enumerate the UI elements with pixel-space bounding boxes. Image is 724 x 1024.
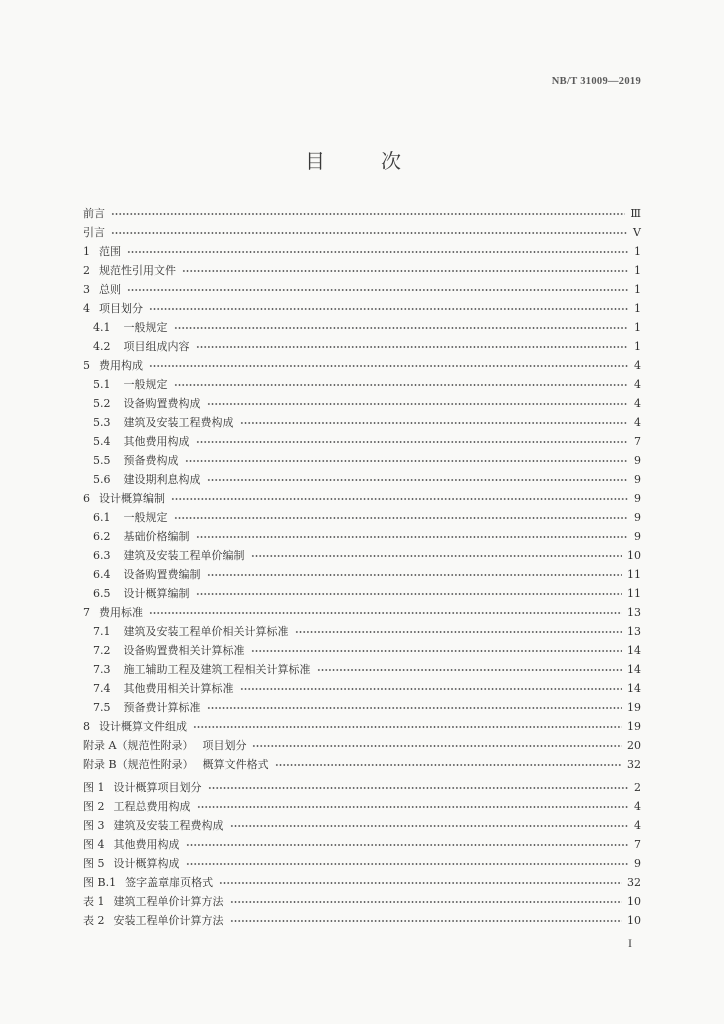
toc-entry-number: 表 2	[83, 914, 105, 927]
toc-entry-title: 总则	[99, 283, 121, 296]
toc-entry-page: 13	[627, 606, 641, 619]
toc-entry-page: Ⅲ	[630, 207, 641, 220]
toc-entry-page: 20	[627, 739, 641, 752]
toc-entry	[83, 508, 641, 527]
toc-entry	[83, 432, 641, 451]
toc-entry-number: 4.2	[93, 340, 111, 353]
dot-leader	[149, 356, 628, 375]
toc-figure-entry	[83, 816, 641, 835]
toc-entry-page: Ⅴ	[633, 226, 641, 239]
toc-figure-entry	[83, 778, 641, 797]
toc-entry-number: 图 B.1	[83, 876, 117, 889]
dot-leader	[251, 641, 623, 660]
table-of-contents	[83, 204, 641, 774]
toc-entry-page: 4	[634, 800, 641, 813]
toc-entry	[83, 375, 641, 394]
dot-leader	[186, 854, 629, 873]
toc-entry	[83, 299, 641, 318]
toc-entry-number: 7.4	[93, 682, 111, 695]
toc-entry-page: 11	[627, 568, 641, 581]
toc-entry-title: 设备购置费构成	[123, 397, 201, 410]
list-of-figures-and-tables	[83, 778, 641, 930]
toc-entry-page: 14	[627, 644, 641, 657]
dot-leader	[111, 204, 625, 223]
toc-entry-page: 1	[634, 321, 641, 334]
toc-entry-title: 其他费用构成	[123, 435, 190, 448]
toc-figure-entry	[83, 892, 641, 911]
dot-leader	[295, 622, 623, 641]
toc-entry-page: 4	[634, 416, 641, 429]
toc-entry-title: 建设期利息构成	[123, 473, 201, 486]
toc-entry-number: 7	[83, 606, 90, 619]
dot-leader	[174, 508, 629, 527]
toc-entry-title: 签字盖章扉页格式	[125, 876, 214, 889]
dot-leader	[240, 679, 623, 698]
toc-entry	[83, 546, 641, 565]
toc-entry-number: 4	[83, 302, 90, 315]
toc-entry-page: 11	[627, 587, 641, 600]
toc-entry	[83, 242, 641, 261]
toc-entry-page: 10	[627, 914, 641, 927]
toc-entry-title: 预备费计算标准	[123, 701, 201, 714]
dot-leader	[317, 660, 623, 679]
toc-entry	[83, 584, 641, 603]
toc-entry	[83, 641, 641, 660]
dot-leader	[230, 892, 623, 911]
toc-entry-number: 6.5	[93, 587, 111, 600]
dot-leader	[149, 299, 628, 318]
dot-leader	[111, 223, 628, 242]
dot-leader	[171, 489, 628, 508]
toc-entry-number: 图 2	[83, 800, 105, 813]
toc-entry	[83, 318, 641, 337]
toc-entry-title: 设计概算项目划分	[113, 781, 202, 794]
toc-entry-page: 19	[627, 720, 641, 733]
toc-entry	[83, 565, 641, 584]
toc-entry	[83, 451, 641, 470]
toc-entry	[83, 204, 641, 223]
toc-entry-title: 基础价格编制	[123, 530, 190, 543]
toc-entry	[83, 470, 641, 489]
toc-entry-number: 附录 B（规范性附录）	[83, 758, 194, 771]
dot-leader	[208, 778, 629, 797]
toc-entry-number: 6.1	[93, 511, 111, 524]
dot-leader	[196, 337, 629, 356]
toc-entry	[83, 356, 641, 375]
standard-number: NB/T 31009—2019	[551, 76, 641, 87]
dot-leader	[219, 873, 622, 892]
toc-entry-number: 1	[83, 245, 90, 258]
dot-leader	[193, 717, 622, 736]
toc-entry-page: 32	[627, 876, 641, 889]
toc-entry-number: 图 3	[83, 819, 105, 832]
toc-entry-page: 1	[634, 302, 641, 315]
toc-entry	[83, 603, 641, 622]
toc-entry-number: 6	[83, 492, 90, 505]
toc-entry-page: 7	[634, 838, 641, 851]
toc-entry-number: 2	[83, 264, 90, 277]
toc-entry-number: 5.6	[93, 473, 111, 486]
toc-entry	[83, 280, 641, 299]
dot-leader	[275, 755, 622, 774]
dot-leader	[196, 584, 623, 603]
dot-leader	[207, 470, 629, 489]
dot-leader	[240, 413, 629, 432]
toc-entry-page: 9	[634, 473, 641, 486]
toc-entry	[83, 527, 641, 546]
toc-entry-title: 其他费用构成	[113, 838, 180, 851]
toc-entry-number: 7.1	[93, 625, 111, 638]
toc-entry-number: 6.2	[93, 530, 111, 543]
toc-entry-page: 4	[634, 819, 641, 832]
dot-leader	[182, 261, 628, 280]
toc-entry-page: 14	[627, 682, 641, 695]
toc-entry-page: 1	[634, 283, 641, 296]
toc-entry-number: 6.4	[93, 568, 111, 581]
toc-entry-title: 项目划分	[202, 739, 247, 752]
toc-entry	[83, 755, 641, 774]
toc-entry-number: 7.5	[93, 701, 111, 714]
dot-leader	[127, 242, 628, 261]
toc-entry	[83, 337, 641, 356]
toc-figure-entry	[83, 797, 641, 816]
toc-entry-page: 9	[634, 454, 641, 467]
toc-entry-title: 设计概算文件组成	[99, 720, 187, 733]
toc-entry-number: 图 4	[83, 838, 105, 851]
toc-entry-number: 7.3	[93, 663, 111, 676]
toc-entry-page: 32	[627, 758, 641, 771]
toc-entry-title: 建筑工程单价计算方法	[113, 895, 224, 908]
dot-leader	[230, 911, 623, 930]
toc-entry-number: 6.3	[93, 549, 111, 562]
toc-entry-title: 建筑及安装工程费构成	[123, 416, 234, 429]
toc-entry-page: 14	[627, 663, 641, 676]
toc-entry-page: 1	[634, 340, 641, 353]
toc-entry-number: 5.4	[93, 435, 111, 448]
toc-entry-title: 建筑及安装工程费构成	[113, 819, 224, 832]
toc-entry-title: 范围	[99, 245, 121, 258]
toc-entry-page: 7	[634, 435, 641, 448]
toc-entry-title: 概算文件格式	[202, 758, 269, 771]
dot-leader	[127, 280, 628, 299]
toc-entry-page: 9	[634, 857, 641, 870]
toc-entry-page: 4	[634, 397, 641, 410]
toc-figure-entry	[83, 911, 641, 930]
toc-entry-title: 项目组成内容	[123, 340, 190, 353]
toc-entry	[83, 394, 641, 413]
toc-entry	[83, 223, 641, 242]
toc-entry-page: 9	[634, 492, 641, 505]
toc-entry-title: 施工辅助工程及建筑工程相关计算标准	[123, 663, 311, 676]
toc-entry-title: 其他费用相关计算标准	[123, 682, 234, 695]
dot-leader	[174, 375, 629, 394]
toc-entry-page: 1	[634, 264, 641, 277]
dot-leader	[197, 797, 629, 816]
toc-entry-page: 2	[634, 781, 641, 794]
toc-entry-number: 4.1	[93, 321, 111, 334]
page-number: I	[628, 936, 632, 950]
toc-entry-title: 设备购置费相关计算标准	[123, 644, 245, 657]
toc-entry-title: 一般规定	[123, 511, 168, 524]
toc-entry-title: 费用标准	[99, 606, 143, 619]
toc-entry-number: 3	[83, 283, 90, 296]
toc-entry-page: 10	[627, 549, 641, 562]
toc-entry-title: 一般规定	[123, 378, 168, 391]
toc-entry-title: 设备购置费编制	[123, 568, 201, 581]
toc-entry-number: 5.3	[93, 416, 111, 429]
dot-leader	[207, 394, 629, 413]
toc-entry-number: 5.5	[93, 454, 111, 467]
toc-entry-number: 表 1	[83, 895, 105, 908]
dot-leader	[149, 603, 622, 622]
toc-entry-page: 19	[627, 701, 641, 714]
toc-entry-title: 设计概算编制	[99, 492, 165, 505]
toc-entry-title: 设计概算构成	[113, 857, 180, 870]
dot-leader	[196, 432, 629, 451]
toc-entry	[83, 660, 641, 679]
toc-entry-title: 前言	[83, 207, 105, 220]
toc-entry-title: 项目划分	[99, 302, 143, 315]
toc-entry-number: 7.2	[93, 644, 111, 657]
toc-entry-number: 5.1	[93, 378, 111, 391]
toc-entry-page: 13	[627, 625, 641, 638]
toc-entry-title: 预备费构成	[123, 454, 179, 467]
dot-leader	[207, 565, 623, 584]
dot-leader	[185, 451, 629, 470]
toc-entry-title: 费用构成	[99, 359, 143, 372]
toc-entry-page: 1	[634, 245, 641, 258]
dot-leader	[207, 698, 623, 717]
toc-entry-number: 图 1	[83, 781, 105, 794]
toc-entry	[83, 622, 641, 641]
page-title: 目 次	[305, 149, 419, 173]
toc-entry-page: 9	[634, 511, 641, 524]
toc-entry	[83, 679, 641, 698]
toc-entry	[83, 489, 641, 508]
toc-figure-entry	[83, 854, 641, 873]
toc-entry-page: 9	[634, 530, 641, 543]
toc-entry-title: 规范性引用文件	[99, 264, 176, 277]
toc-entry-number: 8	[83, 720, 90, 733]
toc-entry-title: 工程总费用构成	[113, 800, 191, 813]
toc-entry-title: 设计概算编制	[123, 587, 190, 600]
toc-entry	[83, 413, 641, 432]
dot-leader	[251, 546, 623, 565]
toc-entry-title: 一般规定	[123, 321, 168, 334]
toc-entry-page: 10	[627, 895, 641, 908]
toc-entry-number: 图 5	[83, 857, 105, 870]
toc-entry-number: 5	[83, 359, 90, 372]
dot-leader	[230, 816, 629, 835]
toc-entry-title: 建筑及安装工程单价相关计算标准	[123, 625, 289, 638]
toc-entry-number: 5.2	[93, 397, 111, 410]
toc-entry-title: 建筑及安装工程单价编制	[123, 549, 245, 562]
toc-entry-page: 4	[634, 359, 641, 372]
dot-leader	[196, 527, 629, 546]
toc-entry-page: 4	[634, 378, 641, 391]
toc-entry	[83, 261, 641, 280]
toc-entry-title: 引言	[83, 226, 105, 239]
toc-figure-entry	[83, 873, 641, 892]
dot-leader	[186, 835, 629, 854]
dot-leader	[252, 736, 622, 755]
toc-entry-number: 附录 A（规范性附录）	[83, 739, 194, 752]
toc-figure-entry	[83, 835, 641, 854]
toc-entry	[83, 736, 641, 755]
dot-leader	[174, 318, 629, 337]
toc-entry	[83, 698, 641, 717]
toc-entry-title: 安装工程单价计算方法	[113, 914, 224, 927]
toc-entry	[83, 717, 641, 736]
